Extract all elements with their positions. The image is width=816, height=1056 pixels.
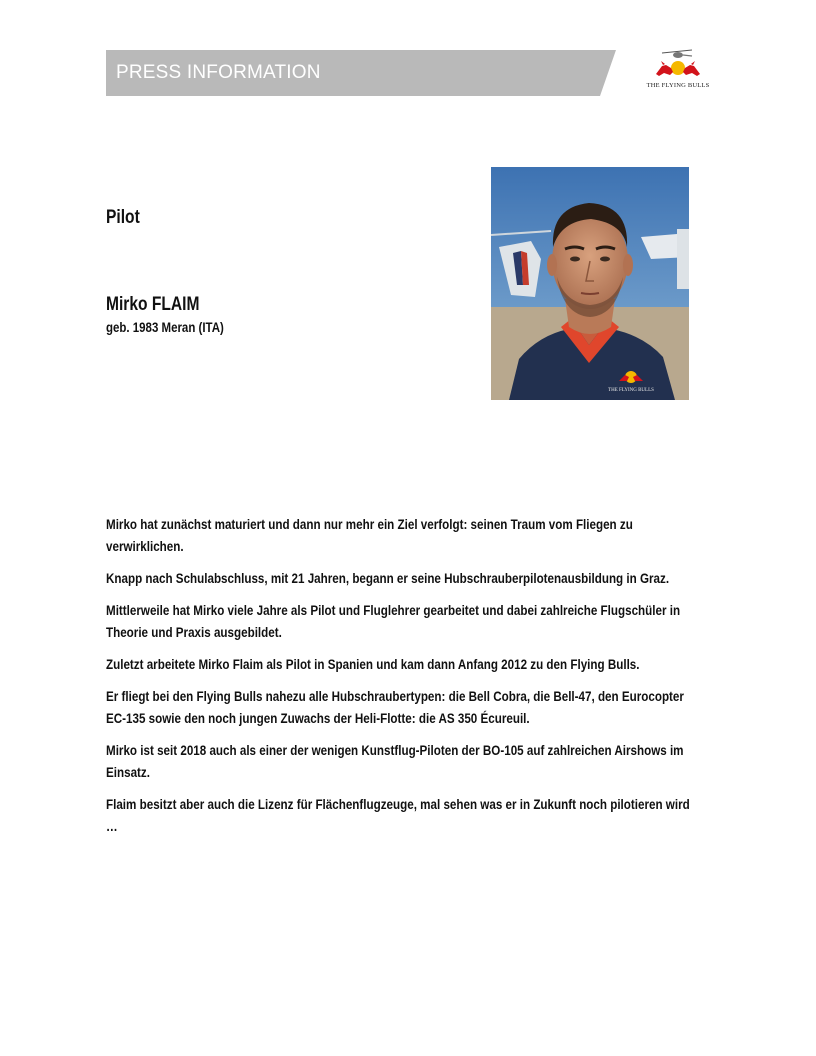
press-header-band — [106, 50, 616, 96]
pilot-portrait — [491, 167, 689, 400]
biography-paragraph: Er fliegt bei den Flying Bulls nahezu alle Hubschraubertypen: die Bell Cobra, die Bell-47, den Eurocopter EC-135 sowie den noch jungen Zuwachs der Heli-Flotte: die AS 350 Écureuil. — [106, 689, 684, 727]
biography-paragraph: Mirko ist seit 2018 auch als einer der wenigen Kunstflug-Piloten der BO-105 auf zahlreichen Airshows im Einsatz. — [106, 743, 684, 781]
birth-info: geb. 1983 Meran (ITA) — [106, 319, 224, 335]
biography-paragraph: Zuletzt arbeitete Mirko Flaim als Pilot in Spanien und kam dann Anfang 2012 zu den Flying Bulls. — [106, 657, 640, 673]
biography-paragraph: Flaim besitzt aber auch die Lizenz für Flächenflugzeuge, mal sehen was er in Zukunft noch pilotieren wird … — [106, 797, 690, 835]
biography-paragraph: Mirko hat zunächst maturiert und dann nur mehr ein Ziel verfolgt: seinen Traum vom Fliegen zu verwirklichen. — [106, 517, 633, 555]
bulls-emblem-icon — [640, 44, 716, 82]
header-title: PRESS INFORMATION — [116, 62, 321, 83]
logo-brand-text: THE FLYING BULLS — [646, 82, 710, 89]
biography-paragraph: Mittlerweile hat Mirko viele Jahre als Pilot und Fluglehrer gearbeitet und dabei zahlreiche Flugschüler in Theorie und Praxis ausgebildet. — [106, 603, 681, 641]
pilot-name: Mirko FLAIM — [106, 294, 200, 315]
biography-paragraph: Knapp nach Schulabschluss, mit 21 Jahren, begann er seine Hubschrauberpilotenausbildung in Graz. — [106, 571, 670, 587]
role-heading: Pilot — [106, 207, 140, 228]
biography-text — [106, 514, 690, 848]
flying-bulls-logo — [640, 44, 716, 92]
shirt-logo-text: THE FLYING BULLS — [608, 388, 654, 393]
